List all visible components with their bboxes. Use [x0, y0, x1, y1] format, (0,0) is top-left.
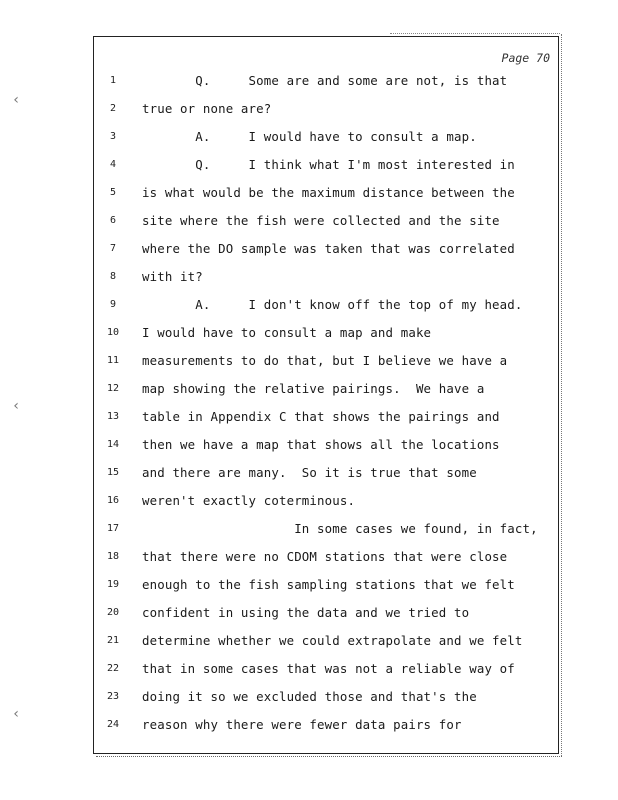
transcript-line	[94, 545, 558, 573]
line-number: 7	[109, 243, 117, 254]
line-number: 14	[106, 439, 120, 450]
line-text: that in some cases that was not a reliable way of	[142, 661, 515, 676]
transcript-line	[94, 69, 558, 97]
line-text: A. I would have to consult a map.	[142, 129, 477, 144]
line-text: and there are many. So it is true that some	[142, 465, 477, 480]
scan-edge-bottom	[96, 756, 562, 759]
transcript-line	[94, 405, 558, 433]
transcript-line	[94, 349, 558, 377]
line-number: 12	[106, 383, 120, 394]
transcript-line	[94, 265, 558, 293]
transcript-line	[94, 489, 558, 517]
transcript-line	[94, 321, 558, 349]
line-text: weren't exactly coterminous.	[142, 493, 356, 508]
line-number: 17	[106, 523, 120, 534]
line-number: 9	[109, 299, 117, 310]
transcript-line	[94, 713, 558, 741]
transcript-line	[94, 153, 558, 181]
scan-edge-top	[390, 33, 560, 35]
transcript-line	[94, 517, 558, 545]
line-number: 11	[106, 355, 120, 366]
transcript-line	[94, 461, 558, 489]
line-number: 3	[109, 131, 117, 142]
line-text: map showing the relative pairings. We have a	[142, 381, 485, 396]
line-number: 23	[106, 691, 120, 702]
line-text: with it?	[142, 269, 203, 284]
transcript-line	[94, 629, 558, 657]
margin-bracket-mark: ‹	[12, 398, 21, 414]
line-text: enough to the fish sampling stations that we felt	[142, 577, 515, 592]
line-text: I would have to consult a map and make	[142, 325, 432, 340]
transcript-line	[94, 685, 558, 713]
transcript-page	[93, 36, 559, 754]
line-text: measurements to do that, but I believe we have a	[142, 353, 508, 368]
transcript-line	[94, 293, 558, 321]
transcript-line	[94, 377, 558, 405]
line-text: true or none are?	[142, 101, 272, 116]
transcript-line	[94, 433, 558, 461]
margin-bracket-mark: ‹	[12, 706, 21, 722]
line-text: In some cases we found, in fact,	[142, 521, 538, 536]
line-number: 4	[109, 159, 117, 170]
line-number: 6	[109, 215, 117, 226]
transcript-line	[94, 237, 558, 265]
page-number: Page 70	[501, 51, 550, 65]
line-number: 5	[109, 187, 117, 198]
line-number: 10	[106, 327, 120, 338]
line-number: 19	[106, 579, 120, 590]
line-text: where the DO sample was taken that was correlated	[142, 241, 515, 256]
transcript-line	[94, 97, 558, 125]
line-text: that there were no CDOM stations that were close	[142, 549, 508, 564]
line-number: 15	[106, 467, 120, 478]
line-number: 21	[106, 635, 120, 646]
transcript-line	[94, 601, 558, 629]
margin-bracket-mark: ‹	[12, 92, 21, 108]
line-text: table in Appendix C that shows the pairings and	[142, 409, 500, 424]
line-number: 22	[106, 663, 120, 674]
line-number: 24	[106, 719, 120, 730]
line-text: Q. I think what I'm most interested in	[142, 157, 515, 172]
line-text: confident in using the data and we tried to	[142, 605, 470, 620]
line-text: determine whether we could extrapolate and we felt	[142, 633, 523, 648]
line-number: 1	[109, 75, 117, 86]
line-text: is what would be the maximum distance between the	[142, 185, 515, 200]
scan-edge-right	[561, 34, 564, 756]
line-text: Q. Some are and some are not, is that	[142, 73, 508, 88]
line-text: site where the fish were collected and the site	[142, 213, 500, 228]
line-text: then we have a map that shows all the locations	[142, 437, 500, 452]
line-text: reason why there were fewer data pairs for	[142, 717, 462, 732]
line-number: 20	[106, 607, 120, 618]
line-text: doing it so we excluded those and that's the	[142, 689, 477, 704]
transcript-line	[94, 573, 558, 601]
line-number: 8	[109, 271, 117, 282]
line-number: 16	[106, 495, 120, 506]
transcript-line	[94, 125, 558, 153]
line-number: 13	[106, 411, 120, 422]
transcript-line	[94, 657, 558, 685]
transcript-line	[94, 181, 558, 209]
line-text: A. I don't know off the top of my head.	[142, 297, 523, 312]
line-number: 18	[106, 551, 120, 562]
line-number: 2	[109, 103, 117, 114]
transcript-line	[94, 209, 558, 237]
